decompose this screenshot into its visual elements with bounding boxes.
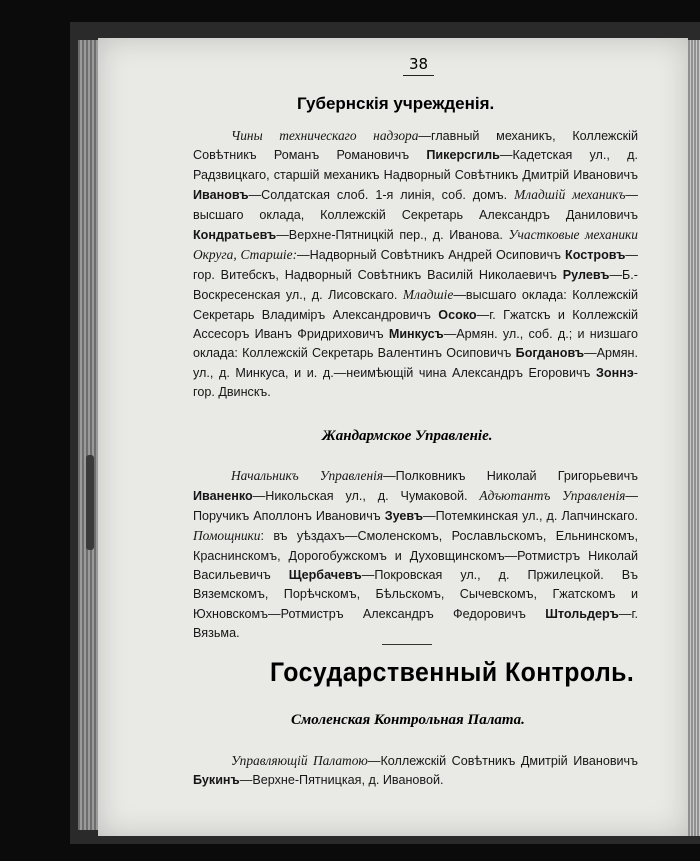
text: —Надворный Совѣтникъ Андрей Осиповичъ (297, 248, 566, 263)
surname: Зуевъ (384, 508, 424, 523)
text: —Армян. ул., д. Минкуса, и и. д.—неимѣющій чина Александръ Егоровичъ (193, 346, 638, 380)
surname: Букинъ (193, 773, 240, 788)
text: —Солдатская слоб. 1-я линія, соб. домъ. (248, 188, 515, 203)
term: Младшій механикъ (514, 187, 626, 203)
term: Чины техническаго надзора (231, 128, 419, 143)
text: —главный механикъ, Коллежскій Совѣтникъ Романъ Романовичъ (193, 129, 638, 163)
text: —г. Вязьма. (193, 606, 638, 641)
surname: Щербачевъ (288, 568, 362, 583)
surname: Пикерсгиль (426, 148, 500, 163)
surname: Минкусъ (388, 327, 444, 342)
page-stack-edge-right (688, 40, 700, 836)
paragraph-technical-supervision (193, 126, 638, 403)
paragraph-gendarmerie (193, 466, 638, 644)
text: —Кадетская ул., д. Радзвицкаго, старшій механикъ Надворный Совѣтникъ Дмитрій Ивановичъ (193, 148, 638, 182)
section-heading-gubernskie: Губернскія учрежденія. (297, 94, 495, 113)
subheading-smolensk-chamber: Смоленская Контрольная Палата. (291, 712, 525, 728)
text: —Верхне-Пятницкій пер., д. Иванова. (276, 228, 509, 243)
term: Младшіе (402, 287, 454, 303)
text: —г. Гжатскъ и Коллежскій Ассесоръ Иванъ Фридриховичъ (193, 307, 638, 342)
text: —Никольская ул., д. Чумаковой. (252, 489, 480, 504)
page-number: 38 (403, 55, 434, 76)
text: : въ уѣздахъ—Смоленскомъ, Рославльскомъ, Ельнинскомъ, Краснинскомъ, Дорогобужскомъ и Духовщинскомъ—Ротмистръ Николай Васильевичъ (193, 529, 638, 583)
binding-mark (86, 455, 94, 550)
surname: Осоко (438, 307, 477, 322)
surname: Ивановъ (193, 188, 249, 203)
text: —Верхне-Пятницкая, д. Ивановой. (239, 773, 444, 788)
surname: Иваненко (193, 489, 253, 504)
text: —Поручикъ Аполлонъ Ивановичъ (193, 489, 638, 523)
text: —Коллежскій Совѣтникъ Дмитрій Ивановичъ (367, 754, 638, 768)
term: Адъютантъ Управленія (479, 488, 626, 504)
surname: Костровъ (565, 248, 626, 263)
surname: Рулевъ (562, 267, 610, 282)
divider-rule (382, 644, 432, 645)
term: Помощники (193, 528, 261, 544)
page-stack-edge-left (78, 40, 100, 830)
text: —высшаго оклада, Коллежскій Секретарь Александръ Даниловичъ (193, 188, 638, 222)
surname: Штольдеръ (545, 606, 619, 621)
text: —Б.-Воскресенская ул., д. Лисовскаго. (193, 267, 638, 303)
text: —Полковникъ Николай Григорьевичъ (383, 469, 638, 483)
text: —Покровская ул., д. Пржилецкой. Въ Вяземскомъ, Порѣчскомъ, Бѣльскомъ, Сычевскомъ, Гжатскомъ и Юхновскомъ—Ротмистръ Александръ Федоровичъ (193, 568, 638, 621)
surname: Богдановъ (515, 346, 585, 361)
paragraph-control-chamber (193, 751, 638, 791)
section-heading-gendarmerie: Жандармское Управленіе. (322, 428, 493, 444)
text: —высшаго оклада: Коллежскій Секретарь Владиміръ Александровичъ (193, 288, 638, 322)
text: —гор. Витебскъ, Надворный Совѣтникъ Василій Николаевичъ (193, 248, 638, 282)
text: —Армян. ул., соб. д.; и низшаго оклада: Коллежскій Секретарь Валентинъ Осиповичъ (193, 327, 638, 361)
term: Управляющій Палатою (231, 753, 368, 768)
surname: Кондратьевъ (193, 228, 277, 243)
surname: Зоннэ (596, 365, 634, 380)
section-heading-state-control: Государственный Контроль. (270, 657, 635, 687)
term: Участковые механики Округа, Старшіе: (193, 227, 639, 263)
text: —Потемкинская ул., д. Лапчинскаго. (423, 508, 639, 523)
text: - гор. Двинскъ. (193, 365, 638, 400)
term: Начальникъ Управленія (231, 468, 384, 483)
